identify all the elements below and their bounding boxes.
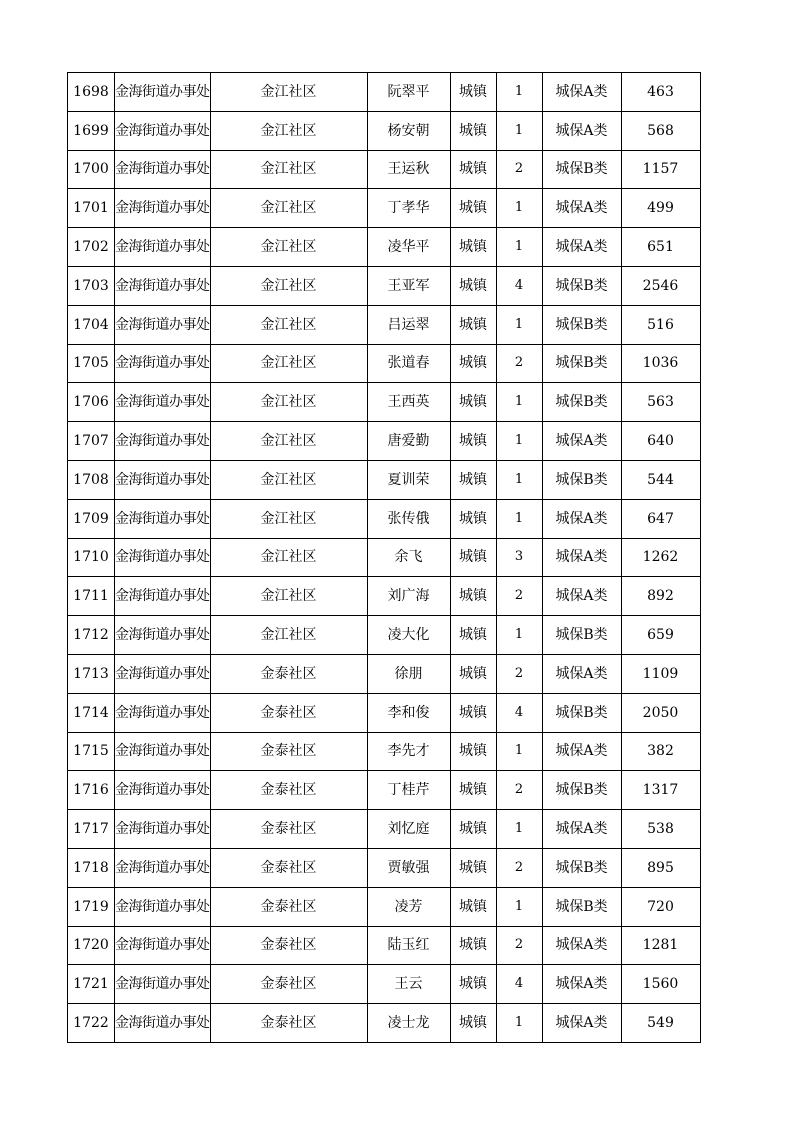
table-row bbox=[68, 344, 701, 383]
category-cell: 城保A类 bbox=[542, 810, 621, 849]
office-cell: 金海街道办事处 bbox=[115, 1004, 211, 1043]
community-cell: 金江社区 bbox=[210, 189, 367, 228]
household-count-cell: 1 bbox=[496, 887, 542, 926]
row-number-cell: 1698 bbox=[68, 73, 115, 112]
community-cell: 金江社区 bbox=[210, 577, 367, 616]
household-count-cell: 1 bbox=[496, 228, 542, 267]
table-row bbox=[68, 383, 701, 422]
area-type-cell: 城镇 bbox=[450, 499, 496, 538]
table-row bbox=[68, 111, 701, 150]
row-number-cell: 1715 bbox=[68, 732, 115, 771]
name-cell: 王亚军 bbox=[367, 266, 450, 305]
office-cell: 金海街道办事处 bbox=[115, 848, 211, 887]
household-count-cell: 1 bbox=[496, 422, 542, 461]
table-row bbox=[68, 538, 701, 577]
name-cell: 杨安朝 bbox=[367, 111, 450, 150]
community-cell: 金江社区 bbox=[210, 266, 367, 305]
table-row bbox=[68, 266, 701, 305]
name-cell: 丁桂芹 bbox=[367, 771, 450, 810]
category-cell: 城保B类 bbox=[542, 616, 621, 655]
amount-cell: 516 bbox=[621, 305, 700, 344]
name-cell: 徐朋 bbox=[367, 654, 450, 693]
table-row bbox=[68, 810, 701, 849]
community-cell: 金泰社区 bbox=[210, 654, 367, 693]
community-cell: 金泰社区 bbox=[210, 965, 367, 1004]
amount-cell: 568 bbox=[621, 111, 700, 150]
category-cell: 城保B类 bbox=[542, 460, 621, 499]
office-cell: 金海街道办事处 bbox=[115, 189, 211, 228]
table-row bbox=[68, 305, 701, 344]
name-cell: 凌华平 bbox=[367, 228, 450, 267]
household-count-cell: 1 bbox=[496, 189, 542, 228]
household-count-cell: 1 bbox=[496, 73, 542, 112]
category-cell: 城保A类 bbox=[542, 926, 621, 965]
row-number-cell: 1702 bbox=[68, 228, 115, 267]
category-cell: 城保A类 bbox=[542, 189, 621, 228]
category-cell: 城保B类 bbox=[542, 344, 621, 383]
row-number-cell: 1716 bbox=[68, 771, 115, 810]
name-cell: 刘广海 bbox=[367, 577, 450, 616]
community-cell: 金泰社区 bbox=[210, 926, 367, 965]
office-cell: 金海街道办事处 bbox=[115, 460, 211, 499]
household-count-cell: 4 bbox=[496, 965, 542, 1004]
name-cell: 李先才 bbox=[367, 732, 450, 771]
table-row bbox=[68, 189, 701, 228]
name-cell: 王云 bbox=[367, 965, 450, 1004]
row-number-cell: 1707 bbox=[68, 422, 115, 461]
name-cell: 张道春 bbox=[367, 344, 450, 383]
household-count-cell: 2 bbox=[496, 771, 542, 810]
community-cell: 金江社区 bbox=[210, 73, 367, 112]
table-row bbox=[68, 732, 701, 771]
office-cell: 金海街道办事处 bbox=[115, 228, 211, 267]
row-number-cell: 1700 bbox=[68, 150, 115, 189]
amount-cell: 659 bbox=[621, 616, 700, 655]
row-number-cell: 1710 bbox=[68, 538, 115, 577]
area-type-cell: 城镇 bbox=[450, 150, 496, 189]
table-row bbox=[68, 693, 701, 732]
area-type-cell: 城镇 bbox=[450, 1004, 496, 1043]
office-cell: 金海街道办事处 bbox=[115, 732, 211, 771]
office-cell: 金海街道办事处 bbox=[115, 111, 211, 150]
row-number-cell: 1706 bbox=[68, 383, 115, 422]
office-cell: 金海街道办事处 bbox=[115, 383, 211, 422]
office-cell: 金海街道办事处 bbox=[115, 926, 211, 965]
community-cell: 金泰社区 bbox=[210, 771, 367, 810]
household-count-cell: 2 bbox=[496, 926, 542, 965]
table-row bbox=[68, 654, 701, 693]
name-cell: 阮翠平 bbox=[367, 73, 450, 112]
area-type-cell: 城镇 bbox=[450, 848, 496, 887]
category-cell: 城保A类 bbox=[542, 422, 621, 461]
row-number-cell: 1718 bbox=[68, 848, 115, 887]
amount-cell: 1262 bbox=[621, 538, 700, 577]
community-cell: 金江社区 bbox=[210, 344, 367, 383]
amount-cell: 538 bbox=[621, 810, 700, 849]
community-cell: 金江社区 bbox=[210, 499, 367, 538]
household-count-cell: 2 bbox=[496, 654, 542, 693]
household-count-cell: 1 bbox=[496, 732, 542, 771]
category-cell: 城保B类 bbox=[542, 383, 621, 422]
amount-cell: 2050 bbox=[621, 693, 700, 732]
amount-cell: 544 bbox=[621, 460, 700, 499]
table-row bbox=[68, 848, 701, 887]
row-number-cell: 1717 bbox=[68, 810, 115, 849]
area-type-cell: 城镇 bbox=[450, 228, 496, 267]
amount-cell: 499 bbox=[621, 189, 700, 228]
category-cell: 城保A类 bbox=[542, 73, 621, 112]
office-cell: 金海街道办事处 bbox=[115, 344, 211, 383]
category-cell: 城保B类 bbox=[542, 150, 621, 189]
office-cell: 金海街道办事处 bbox=[115, 538, 211, 577]
community-cell: 金泰社区 bbox=[210, 732, 367, 771]
row-number-cell: 1714 bbox=[68, 693, 115, 732]
area-type-cell: 城镇 bbox=[450, 926, 496, 965]
row-number-cell: 1704 bbox=[68, 305, 115, 344]
row-number-cell: 1703 bbox=[68, 266, 115, 305]
category-cell: 城保B类 bbox=[542, 848, 621, 887]
office-cell: 金海街道办事处 bbox=[115, 887, 211, 926]
row-number-cell: 1699 bbox=[68, 111, 115, 150]
household-count-cell: 1 bbox=[496, 383, 542, 422]
office-cell: 金海街道办事处 bbox=[115, 266, 211, 305]
name-cell: 唐爱勤 bbox=[367, 422, 450, 461]
office-cell: 金海街道办事处 bbox=[115, 810, 211, 849]
area-type-cell: 城镇 bbox=[450, 111, 496, 150]
name-cell: 凌芳 bbox=[367, 887, 450, 926]
category-cell: 城保A类 bbox=[542, 654, 621, 693]
household-count-cell: 1 bbox=[496, 499, 542, 538]
office-cell: 金海街道办事处 bbox=[115, 150, 211, 189]
category-cell: 城保B类 bbox=[542, 887, 621, 926]
community-cell: 金江社区 bbox=[210, 460, 367, 499]
category-cell: 城保A类 bbox=[542, 577, 621, 616]
household-count-cell: 1 bbox=[496, 305, 542, 344]
area-type-cell: 城镇 bbox=[450, 538, 496, 577]
area-type-cell: 城镇 bbox=[450, 73, 496, 112]
area-type-cell: 城镇 bbox=[450, 305, 496, 344]
amount-cell: 549 bbox=[621, 1004, 700, 1043]
name-cell: 吕运翠 bbox=[367, 305, 450, 344]
area-type-cell: 城镇 bbox=[450, 810, 496, 849]
category-cell: 城保B类 bbox=[542, 771, 621, 810]
row-number-cell: 1701 bbox=[68, 189, 115, 228]
office-cell: 金海街道办事处 bbox=[115, 616, 211, 655]
table-body bbox=[68, 73, 701, 1043]
category-cell: 城保B类 bbox=[542, 305, 621, 344]
community-cell: 金泰社区 bbox=[210, 887, 367, 926]
table-row bbox=[68, 150, 701, 189]
household-count-cell: 4 bbox=[496, 266, 542, 305]
office-cell: 金海街道办事处 bbox=[115, 499, 211, 538]
office-cell: 金海街道办事处 bbox=[115, 693, 211, 732]
household-count-cell: 3 bbox=[496, 538, 542, 577]
row-number-cell: 1721 bbox=[68, 965, 115, 1004]
amount-cell: 640 bbox=[621, 422, 700, 461]
amount-cell: 2546 bbox=[621, 266, 700, 305]
amount-cell: 895 bbox=[621, 848, 700, 887]
category-cell: 城保B类 bbox=[542, 693, 621, 732]
table-row bbox=[68, 965, 701, 1004]
community-cell: 金泰社区 bbox=[210, 810, 367, 849]
community-cell: 金江社区 bbox=[210, 422, 367, 461]
table-row bbox=[68, 616, 701, 655]
data-table bbox=[67, 72, 701, 1043]
name-cell: 凌大化 bbox=[367, 616, 450, 655]
name-cell: 余飞 bbox=[367, 538, 450, 577]
name-cell: 陆玉红 bbox=[367, 926, 450, 965]
category-cell: 城保A类 bbox=[542, 965, 621, 1004]
table-row bbox=[68, 771, 701, 810]
area-type-cell: 城镇 bbox=[450, 654, 496, 693]
amount-cell: 1281 bbox=[621, 926, 700, 965]
household-count-cell: 2 bbox=[496, 150, 542, 189]
amount-cell: 563 bbox=[621, 383, 700, 422]
name-cell: 李和俊 bbox=[367, 693, 450, 732]
table-row bbox=[68, 499, 701, 538]
name-cell: 王运秋 bbox=[367, 150, 450, 189]
office-cell: 金海街道办事处 bbox=[115, 654, 211, 693]
area-type-cell: 城镇 bbox=[450, 887, 496, 926]
category-cell: 城保A类 bbox=[542, 111, 621, 150]
table-row bbox=[68, 228, 701, 267]
community-cell: 金江社区 bbox=[210, 616, 367, 655]
category-cell: 城保A类 bbox=[542, 1004, 621, 1043]
household-count-cell: 2 bbox=[496, 344, 542, 383]
table-row bbox=[68, 73, 701, 112]
office-cell: 金海街道办事处 bbox=[115, 73, 211, 112]
community-cell: 金泰社区 bbox=[210, 848, 367, 887]
amount-cell: 1157 bbox=[621, 150, 700, 189]
row-number-cell: 1720 bbox=[68, 926, 115, 965]
household-count-cell: 1 bbox=[496, 460, 542, 499]
category-cell: 城保A类 bbox=[542, 228, 621, 267]
area-type-cell: 城镇 bbox=[450, 771, 496, 810]
area-type-cell: 城镇 bbox=[450, 460, 496, 499]
household-count-cell: 1 bbox=[496, 111, 542, 150]
area-type-cell: 城镇 bbox=[450, 266, 496, 305]
amount-cell: 382 bbox=[621, 732, 700, 771]
community-cell: 金江社区 bbox=[210, 538, 367, 577]
table-row bbox=[68, 887, 701, 926]
household-count-cell: 2 bbox=[496, 577, 542, 616]
community-cell: 金江社区 bbox=[210, 111, 367, 150]
row-number-cell: 1722 bbox=[68, 1004, 115, 1043]
area-type-cell: 城镇 bbox=[450, 693, 496, 732]
table-row bbox=[68, 460, 701, 499]
name-cell: 丁孝华 bbox=[367, 189, 450, 228]
area-type-cell: 城镇 bbox=[450, 616, 496, 655]
amount-cell: 1036 bbox=[621, 344, 700, 383]
table-row bbox=[68, 926, 701, 965]
amount-cell: 892 bbox=[621, 577, 700, 616]
row-number-cell: 1719 bbox=[68, 887, 115, 926]
community-cell: 金江社区 bbox=[210, 150, 367, 189]
office-cell: 金海街道办事处 bbox=[115, 577, 211, 616]
row-number-cell: 1712 bbox=[68, 616, 115, 655]
community-cell: 金泰社区 bbox=[210, 693, 367, 732]
area-type-cell: 城镇 bbox=[450, 383, 496, 422]
name-cell: 贾敏强 bbox=[367, 848, 450, 887]
area-type-cell: 城镇 bbox=[450, 189, 496, 228]
category-cell: 城保B类 bbox=[542, 266, 621, 305]
community-cell: 金江社区 bbox=[210, 228, 367, 267]
category-cell: 城保A类 bbox=[542, 499, 621, 538]
amount-cell: 1109 bbox=[621, 654, 700, 693]
office-cell: 金海街道办事处 bbox=[115, 422, 211, 461]
area-type-cell: 城镇 bbox=[450, 965, 496, 1004]
community-cell: 金江社区 bbox=[210, 383, 367, 422]
table-row bbox=[68, 422, 701, 461]
name-cell: 张传俄 bbox=[367, 499, 450, 538]
row-number-cell: 1709 bbox=[68, 499, 115, 538]
community-cell: 金泰社区 bbox=[210, 1004, 367, 1043]
area-type-cell: 城镇 bbox=[450, 422, 496, 461]
row-number-cell: 1711 bbox=[68, 577, 115, 616]
amount-cell: 463 bbox=[621, 73, 700, 112]
area-type-cell: 城镇 bbox=[450, 577, 496, 616]
amount-cell: 1317 bbox=[621, 771, 700, 810]
community-cell: 金江社区 bbox=[210, 305, 367, 344]
office-cell: 金海街道办事处 bbox=[115, 305, 211, 344]
amount-cell: 651 bbox=[621, 228, 700, 267]
amount-cell: 647 bbox=[621, 499, 700, 538]
office-cell: 金海街道办事处 bbox=[115, 965, 211, 1004]
office-cell: 金海街道办事处 bbox=[115, 771, 211, 810]
household-count-cell: 1 bbox=[496, 616, 542, 655]
household-count-cell: 1 bbox=[496, 810, 542, 849]
name-cell: 王西英 bbox=[367, 383, 450, 422]
area-type-cell: 城镇 bbox=[450, 344, 496, 383]
row-number-cell: 1705 bbox=[68, 344, 115, 383]
amount-cell: 720 bbox=[621, 887, 700, 926]
row-number-cell: 1713 bbox=[68, 654, 115, 693]
table-row bbox=[68, 577, 701, 616]
household-count-cell: 1 bbox=[496, 1004, 542, 1043]
row-number-cell: 1708 bbox=[68, 460, 115, 499]
name-cell: 刘忆庭 bbox=[367, 810, 450, 849]
household-count-cell: 4 bbox=[496, 693, 542, 732]
name-cell: 夏训荣 bbox=[367, 460, 450, 499]
area-type-cell: 城镇 bbox=[450, 732, 496, 771]
category-cell: 城保A类 bbox=[542, 732, 621, 771]
category-cell: 城保A类 bbox=[542, 538, 621, 577]
household-count-cell: 2 bbox=[496, 848, 542, 887]
amount-cell: 1560 bbox=[621, 965, 700, 1004]
name-cell: 凌士龙 bbox=[367, 1004, 450, 1043]
table-row bbox=[68, 1004, 701, 1043]
